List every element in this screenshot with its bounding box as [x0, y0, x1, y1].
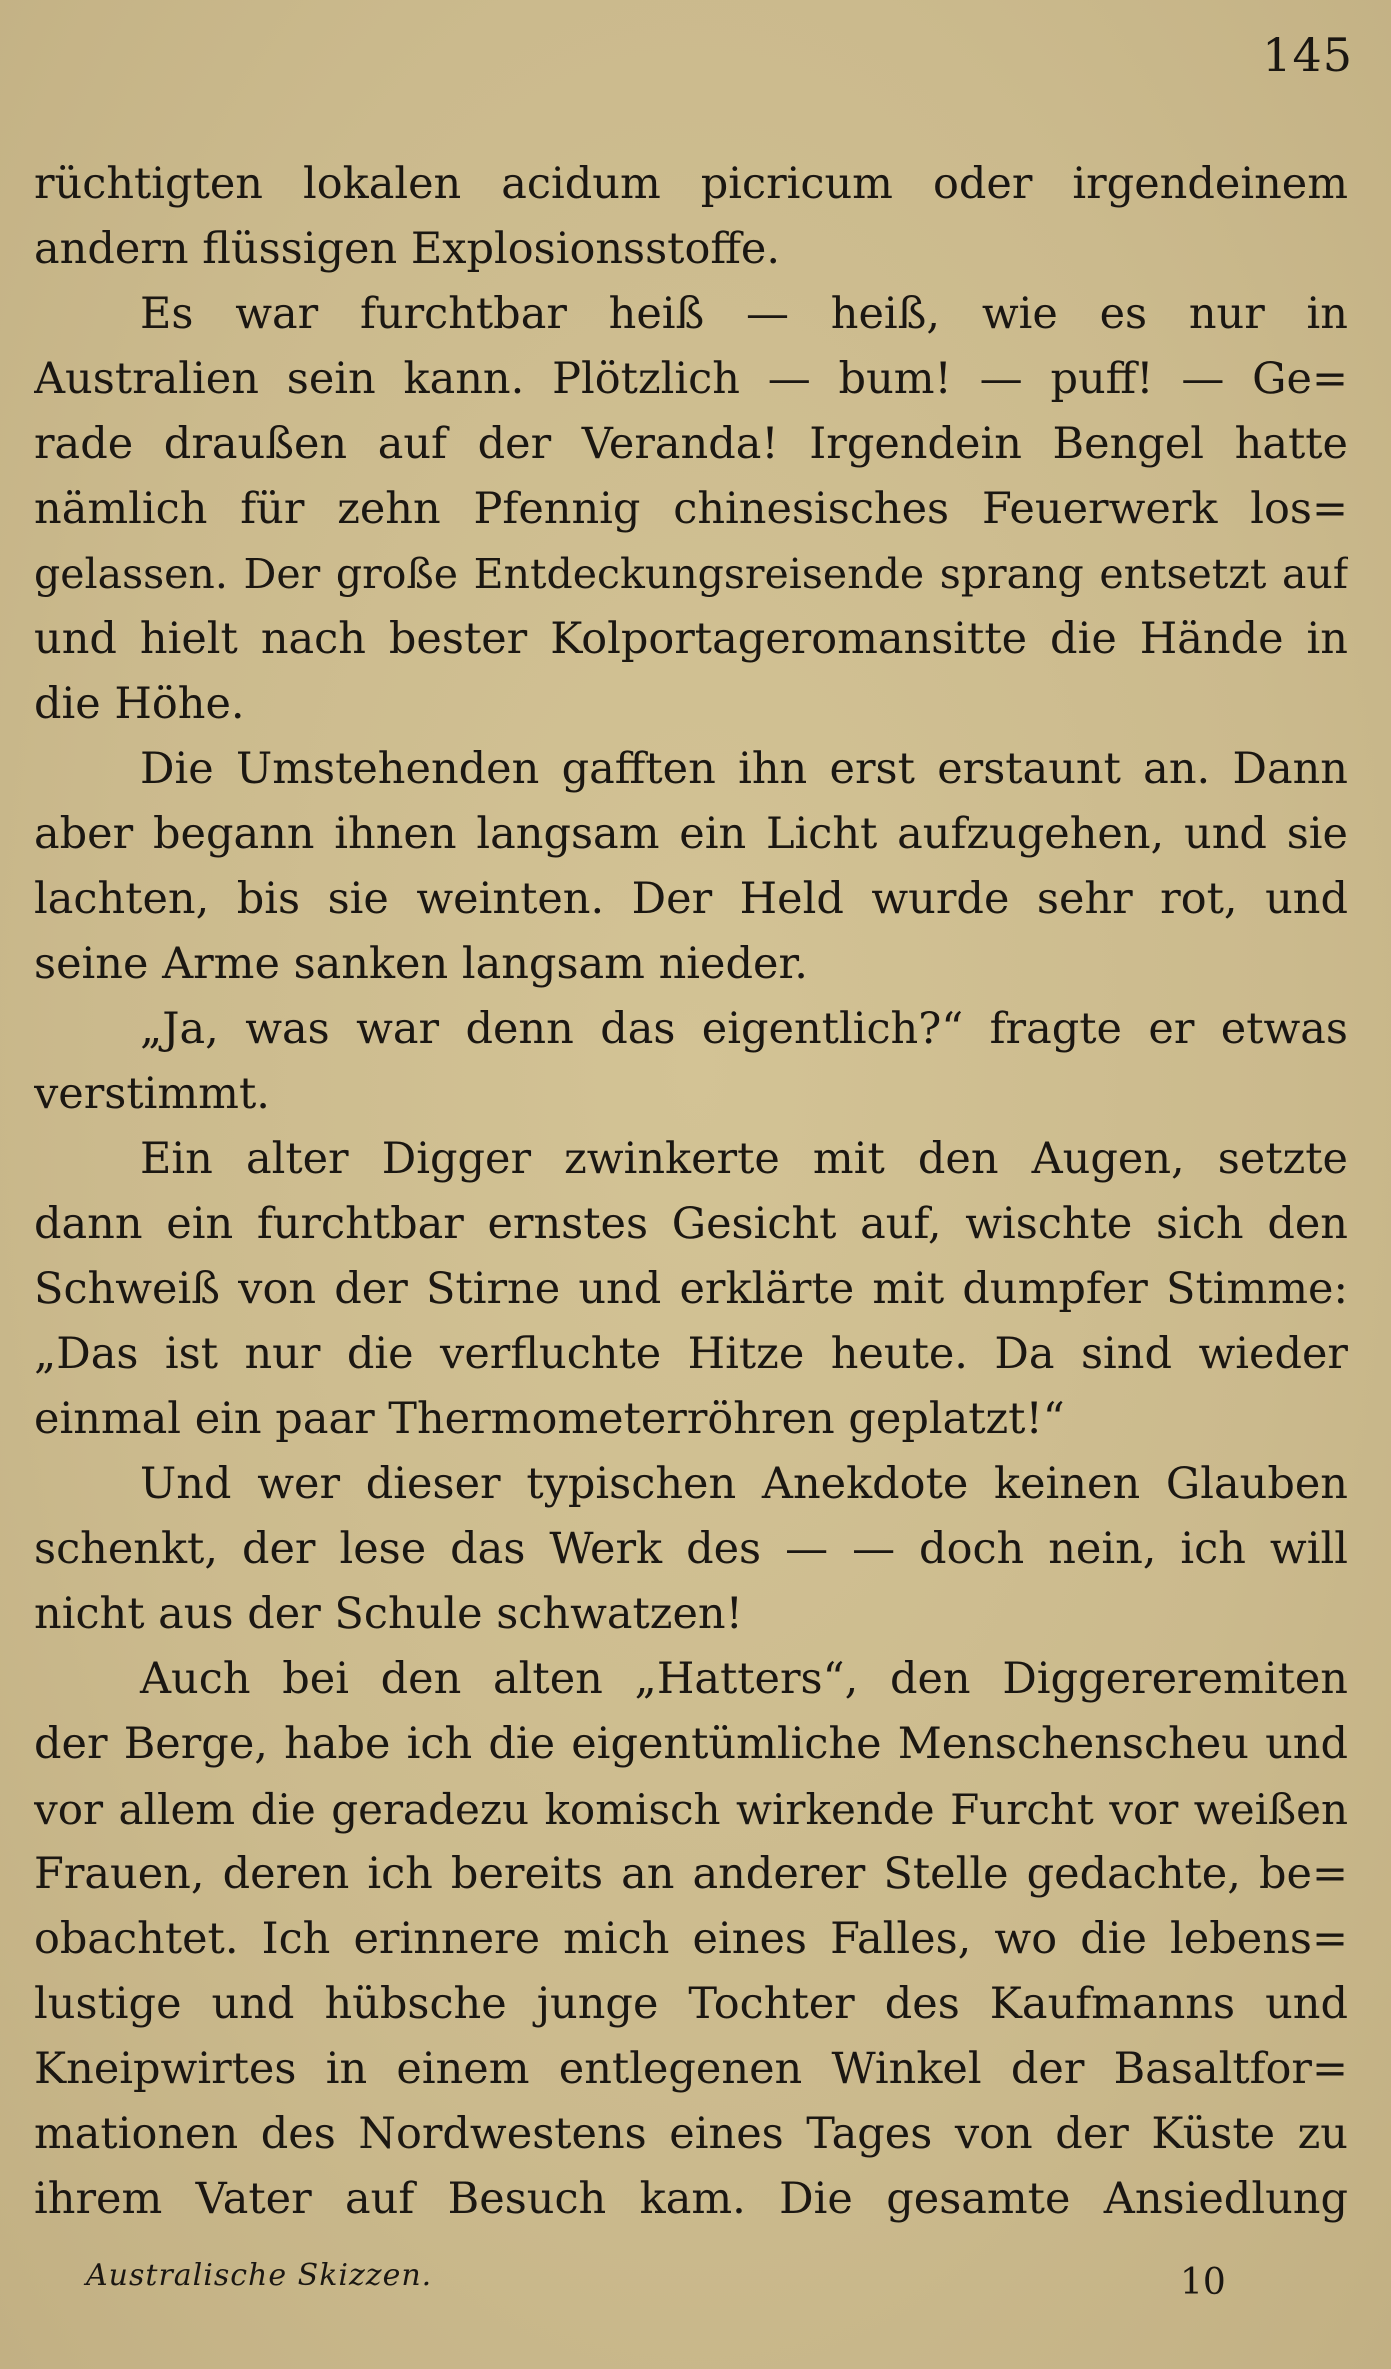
- footer-title: Australische Skizzen.: [86, 2258, 433, 2293]
- text-line: Die Umstehenden gafften ihn erst erstaunt an. Dann: [140, 744, 1348, 794]
- text-line: vor allem die geradezu komisch wirkende Furcht vor weißen: [34, 1785, 1348, 1834]
- text-line: die Höhe.: [34, 679, 245, 729]
- text-line: nicht aus der Schule schwatzen!: [34, 1589, 743, 1639]
- text-line: lustige und hübsche junge Tochter des Kaufmanns und: [34, 1979, 1348, 2029]
- text-line: seine Arme sanken langsam nieder.: [34, 939, 808, 989]
- text-line: Es war furchtbar heiß — heiß, wie es nur in: [140, 289, 1348, 339]
- text-line: nämlich für zehn Pfennig chinesisches Feuerwerk los=: [34, 484, 1348, 534]
- text-line: Kneipwirtes in einem entlegenen Winkel der Basaltfor=: [34, 2044, 1348, 2094]
- text-line: dann ein furchtbar ernstes Gesicht auf, wischte sich den: [34, 1199, 1348, 1249]
- text-line: rüchtigten lokalen acidum picricum oder irgendeinem: [34, 159, 1348, 209]
- text-line: der Berge, habe ich die eigentümliche Menschenscheu und: [34, 1719, 1348, 1769]
- text-line: Und wer dieser typischen Anekdote keinen Glauben: [140, 1459, 1348, 1509]
- text-line: Schweiß von der Stirne und erklärte mit dumpfer Stimme:: [34, 1264, 1348, 1314]
- text-line: lachten, bis sie weinten. Der Held wurde sehr rot, und: [34, 874, 1348, 924]
- text-line: Auch bei den alten „Hatters“, den Diggereremiten: [140, 1654, 1348, 1704]
- text-line: aber begann ihnen langsam ein Licht aufzugehen, und sie: [34, 809, 1348, 859]
- text-line: und hielt nach bester Kolportageromansitte die Hände in: [34, 614, 1348, 664]
- text-line: Australien sein kann. Plötzlich — bum! — puff! — Ge=: [34, 354, 1348, 404]
- text-line: Ein alter Digger zwinkerte mit den Augen, setzte: [140, 1134, 1348, 1184]
- text-line: einmal ein paar Thermometerröhren geplatzt!“: [34, 1394, 1065, 1444]
- body-text: [34, 152, 1348, 2232]
- text-line: mationen des Nordwestens eines Tages von der Küste zu: [34, 2109, 1348, 2159]
- text-line: ihrem Vater auf Besuch kam. Die gesamte Ansiedlung: [34, 2174, 1348, 2224]
- page-number: 145: [1262, 28, 1353, 82]
- text-line: andern flüssigen Explosionsstoffe.: [34, 224, 780, 274]
- text-line: obachtet. Ich erinnere mich eines Falles, wo die lebens=: [34, 1914, 1348, 1964]
- footer-sheet-number: 10: [1180, 2262, 1226, 2303]
- text-line: schenkt, der lese das Werk des — — doch nein, ich will: [34, 1524, 1348, 1574]
- text-line: „Das ist nur die verfluchte Hitze heute. Da sind wieder: [34, 1329, 1348, 1379]
- text-line: Frauen, deren ich bereits an anderer Stelle gedachte, be=: [34, 1849, 1348, 1899]
- text-line: gelassen. Der große Entdeckungsreisende sprang entsetzt auf: [34, 550, 1348, 598]
- text-line: rade draußen auf der Veranda! Irgendein Bengel hatte: [34, 419, 1348, 469]
- text-line: verstimmt.: [34, 1069, 270, 1119]
- text-line: „Ja, was war denn das eigentlich?“ fragte er etwas: [140, 1004, 1348, 1054]
